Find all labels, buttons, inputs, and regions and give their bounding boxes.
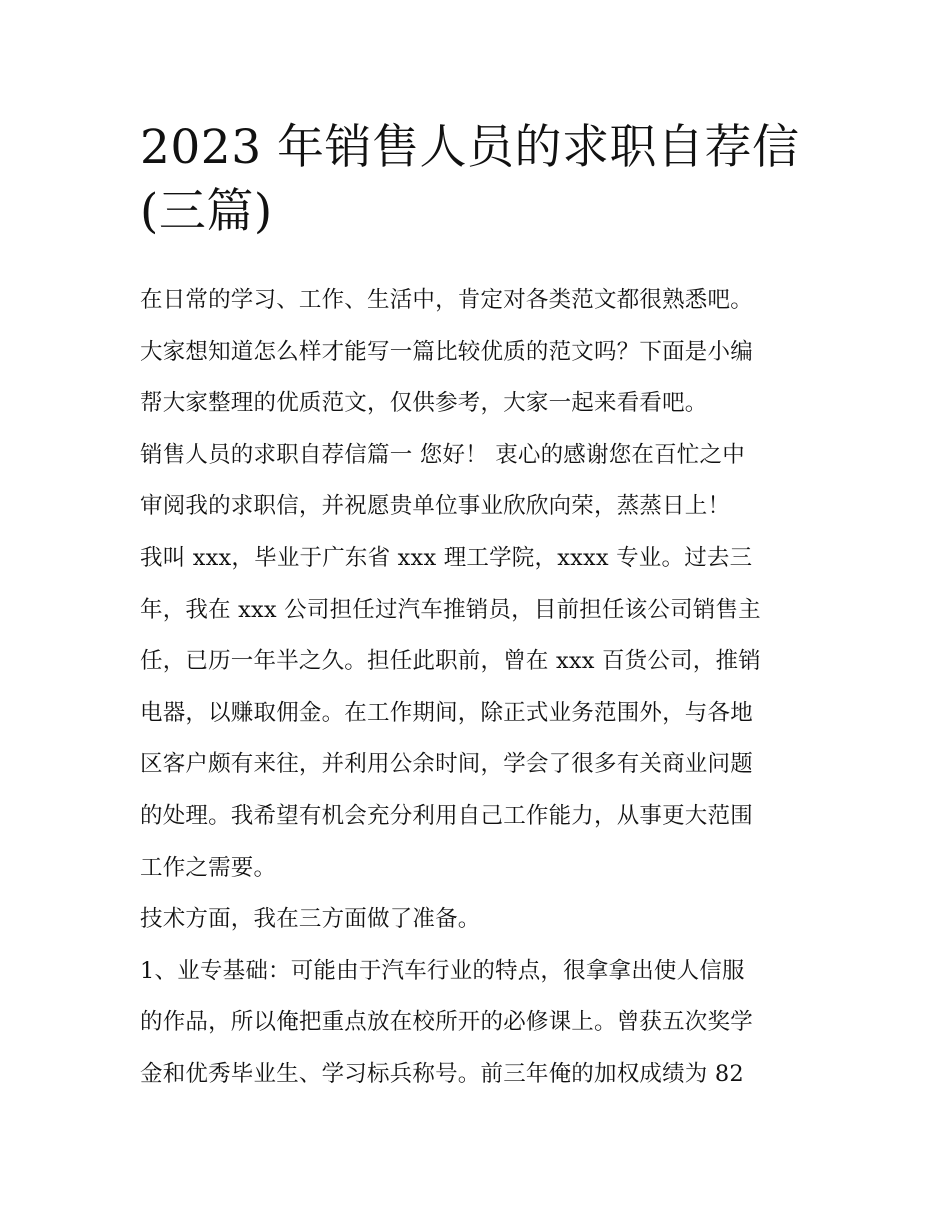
- body-line: 销售人员的求职自荐信篇一 您好！ 衷心的感谢您在百忙之中: [140, 441, 745, 468]
- body-line: 技术方面，我在三方面做了准备。: [140, 906, 481, 933]
- body-line: 审阅我的求职信，并祝愿贵单位事业欣欣向荣，蒸蒸日上！: [140, 493, 731, 520]
- body-line: 金和优秀毕业生、学习标兵称号。前三年俺的加权成绩为 82: [140, 1060, 744, 1087]
- body-line: 的作品，所以俺把重点放在校所开的必修课上。曾获五次奖学: [140, 1009, 753, 1036]
- body-line: 的处理。我希望有机会充分利用自己工作能力，从事更大范围: [140, 802, 753, 829]
- document-title: [140, 116, 830, 244]
- body-line: 我叫 xxx，毕业于广东省 xxx 理工学院，xxxx 专业。过去三: [140, 544, 753, 571]
- body-line: 电器，以赚取佣金。在工作期间，除正式业务范围外，与各地: [140, 699, 753, 726]
- body-line: 大家想知道怎么样才能写一篇比较优质的范文吗？下面是小编: [140, 338, 753, 365]
- body-line: 帮大家整理的优质范文，仅供参考，大家一起来看看吧。: [140, 390, 708, 417]
- body-line: 1、业专基础：可能由于汽车行业的特点，很拿拿出使人信服: [140, 957, 745, 984]
- document-body: [140, 278, 830, 1104]
- title-line-2: (三篇): [140, 184, 273, 239]
- body-line: 任，已历一年半之久。担任此职前，曾在 xxx 百货公司，推销: [140, 648, 761, 675]
- body-line: 工作之需要。: [140, 854, 277, 881]
- body-line: 年，我在 xxx 公司担任过汽车推销员，目前担任该公司销售主: [140, 596, 761, 623]
- body-line: 区客户颇有来往，并利用公余时间，学会了很多有关商业问题: [140, 751, 753, 778]
- body-line: 在日常的学习、工作、生活中，肯定对各类范文都很熟悉吧。: [140, 287, 753, 313]
- title-line-1: 2023 年销售人员的求职自荐信: [140, 120, 800, 175]
